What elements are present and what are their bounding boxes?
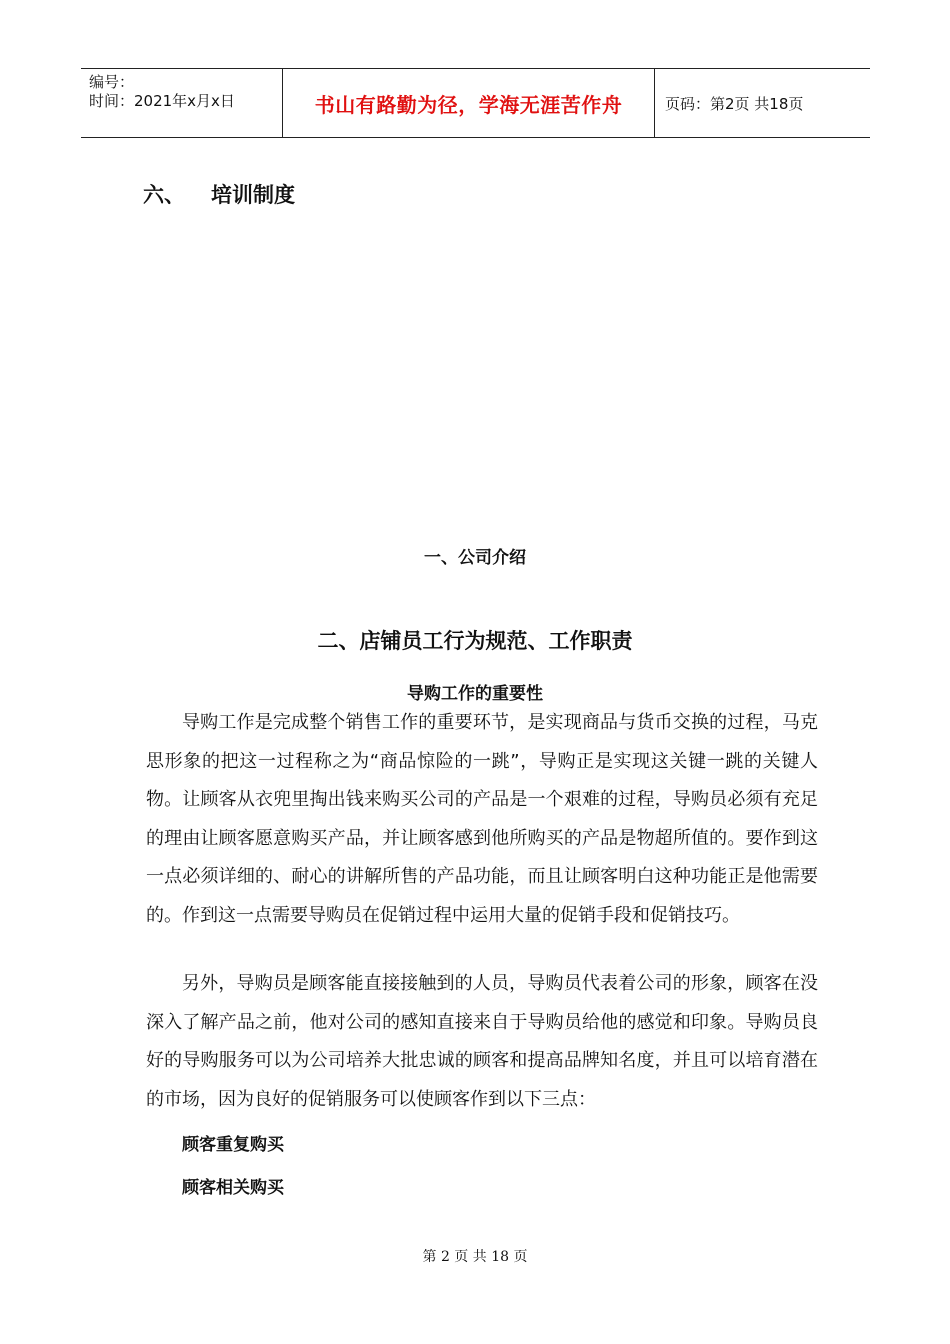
section-number: 六、 — [143, 183, 185, 207]
header-info-cell — [81, 69, 283, 137]
paragraph: 另外，导购员是顾客能直接接触到的人员，导购员代表着公司的形象，顾客在没深入了解产品之前，他对公司的感知直接来自于导购员给他的感觉和印象。导购员良好的导购服务可以为公司培养大批忠诚的顾客和提高品牌知名度，并且可以培育潜在的市场，因为良好的促销服务可以使顾客作到以下三点： — [146, 973, 818, 1110]
page-code: 页码：第2页 共18页 — [665, 94, 804, 113]
header-table — [81, 68, 870, 138]
heading-importance: 导购工作的重要性 — [407, 684, 543, 704]
motto: 书山有路勤为径，学海无涯苦作舟 — [283, 69, 655, 137]
paragraph: 导购工作是完成整个销售工作的重要环节，是实现商品与货币交换的过程，马克思形象的把这一过程称之为“商品惊险的一跳”，导购正是实现这关键一跳的关键人物。让顾客从衣兜里掏出钱来购买公司的产品是一个艰难的过程，导购员必须有充足的理由让顾客愿意购买产品，并让顾客感到他所购买的产品是物超所值的。要作到这一点必须详细的、耐心的讲解所售的产品功能，而且让顾客明白这种功能正是他需要的。作到这一点需要导购员在促销过程中运用大量的促销手段和促销技巧。 — [146, 712, 818, 926]
number-label: 编号： — [89, 73, 135, 91]
heading-company: 一、公司介绍 — [424, 548, 526, 568]
section-title: 培训制度 — [211, 183, 295, 207]
heading-store-rules: 二、店铺员工行为规范、工作职责 — [317, 629, 633, 653]
section-six-heading — [143, 179, 295, 209]
page-footer: 第 2 页 共 18 页 — [422, 1249, 528, 1265]
point-item: 顾客重复购买 — [182, 1135, 284, 1155]
time-label: 时间：2021年x月x日 — [89, 92, 235, 110]
point-item: 顾客相关购买 — [182, 1178, 284, 1198]
